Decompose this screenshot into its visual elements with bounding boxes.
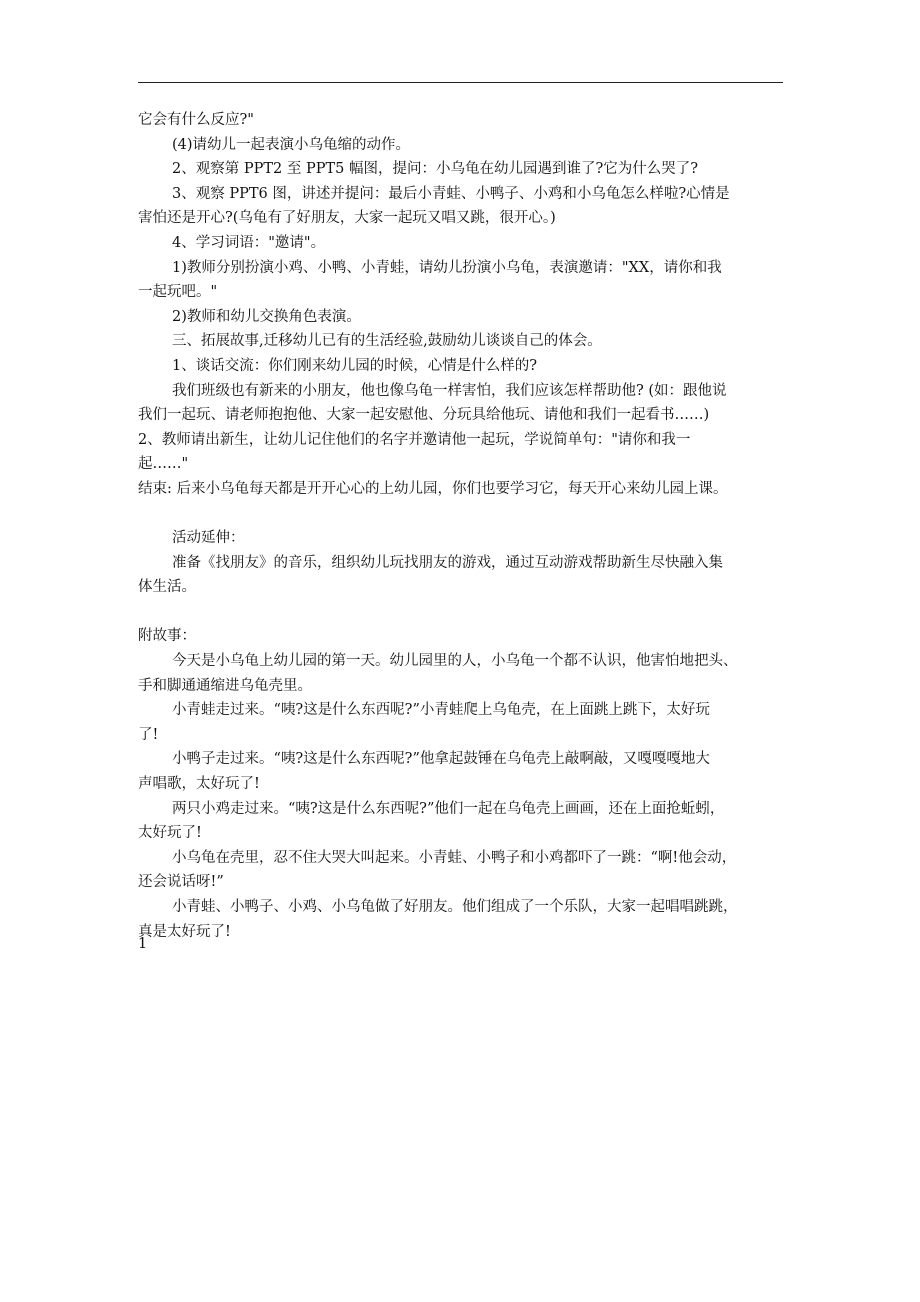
text-line: 小鸭子走过来。“咦?这是什么东西呢?”他拿起鼓锤在乌龟壳上敲啊敲，又嘎嘎嘎地大 xyxy=(172,751,710,768)
text-line: 了! xyxy=(138,726,159,743)
text-line: 小青蛙、小鸭子、小鸡、小乌龟做了好朋友。他们组成了一个乐队，大家一起唱唱跳跳， xyxy=(172,899,738,915)
text-line: (4)请幼儿一起表演小乌龟缩的动作。 xyxy=(172,136,411,153)
text-line: 体生活。 xyxy=(138,579,196,596)
text-line: 我们班级也有新来的小朋友，他也像乌龟一样害怕，我们应该怎样帮助他? (如：跟他说 xyxy=(172,382,727,399)
text-line: 3、观察 PPT6 图，讲述并提问：最后小青蛙、小鸭子、小鸡和小乌龟怎么样啦?心情是 xyxy=(172,185,730,202)
text-line: 它会有什么反应?" xyxy=(138,112,254,128)
header-rule xyxy=(138,82,783,83)
text-line: 还会说话呀!” xyxy=(138,874,224,891)
text-line: 1)教师分别扮演小鸡、小鸭、小青蛙，请幼儿扮演小乌龟，表演邀请："XX，请你和我 xyxy=(172,259,722,276)
text-line: 起……" xyxy=(138,456,189,473)
blank-line xyxy=(138,502,783,527)
text-line: 2、观察第 PPT2 至 PPT5 幅图，提问：小乌龟在幼儿园遇到谁了?它为什么哭了? xyxy=(172,161,699,178)
text-line: 三、拓展故事,迁移幼儿已有的生活经验,鼓励幼儿谈谈自己的体会。 xyxy=(172,333,602,350)
blank-line xyxy=(138,600,783,625)
text-line: 附故事： xyxy=(138,628,196,645)
text-line: 2)教师和幼儿交换角色表演。 xyxy=(172,308,361,325)
text-line: 今天是小乌龟上幼儿园的第一天。幼儿园里的人，小乌龟一个都不认识，他害怕地把头、 xyxy=(172,653,738,670)
text-line: 2、教师请出新生，让幼儿记住他们的名字并邀请他一起玩，学说简单句："请你和我一 xyxy=(138,431,691,448)
text-line: 太好玩了! xyxy=(138,825,202,842)
page-number: 1 xyxy=(138,936,148,952)
text-line: 活动延伸： xyxy=(172,530,245,547)
text-line: 准备《找朋友》的音乐，组织幼儿玩找朋友的游戏，通过互动游戏帮助新生尽快融入集 xyxy=(172,554,723,571)
text-line: 小乌龟在壳里，忍不住大哭大叫起来。小青蛙、小鸭子和小鸡都吓了一跳：“啊!他会动， xyxy=(172,849,737,866)
text-line: 一起玩吧。" xyxy=(138,284,218,301)
text-line: 我们一起玩、请老师抱抱他、大家一起安慰他、分玩具给他玩、请他和我们一起看书……) xyxy=(138,407,710,424)
text-line: 1、谈话交流：你们刚来幼儿园的时候，心情是什么样的? xyxy=(172,357,537,374)
text-line: 手和脚通通缩进乌龟壳里。 xyxy=(138,677,312,694)
text-line: 害怕还是开心?(乌龟有了好朋友，大家一起玩又唱又跳，很开心。) xyxy=(138,210,556,227)
text-line: 真是太好玩了! xyxy=(138,923,231,940)
text-line: 声唱歌，太好玩了! xyxy=(138,776,260,793)
text-line: 结束: 后来小乌龟每天都是开开心心的上幼儿园，你们也要学习它，每天开心来幼儿园上课。 xyxy=(138,480,728,497)
text-line: 4、学习词语："邀请"。 xyxy=(172,234,326,251)
document-body xyxy=(138,108,783,944)
text-line: 小青蛙走过来。“咦?这是什么东西呢?”小青蛙爬上乌龟壳，在上面跳上跳下，太好玩 xyxy=(172,702,710,719)
text-line: 两只小鸡走过来。“咦?这是什么东西呢?”他们一起在乌龟壳上画画，还在上面抢蚯蚓， xyxy=(172,800,725,817)
